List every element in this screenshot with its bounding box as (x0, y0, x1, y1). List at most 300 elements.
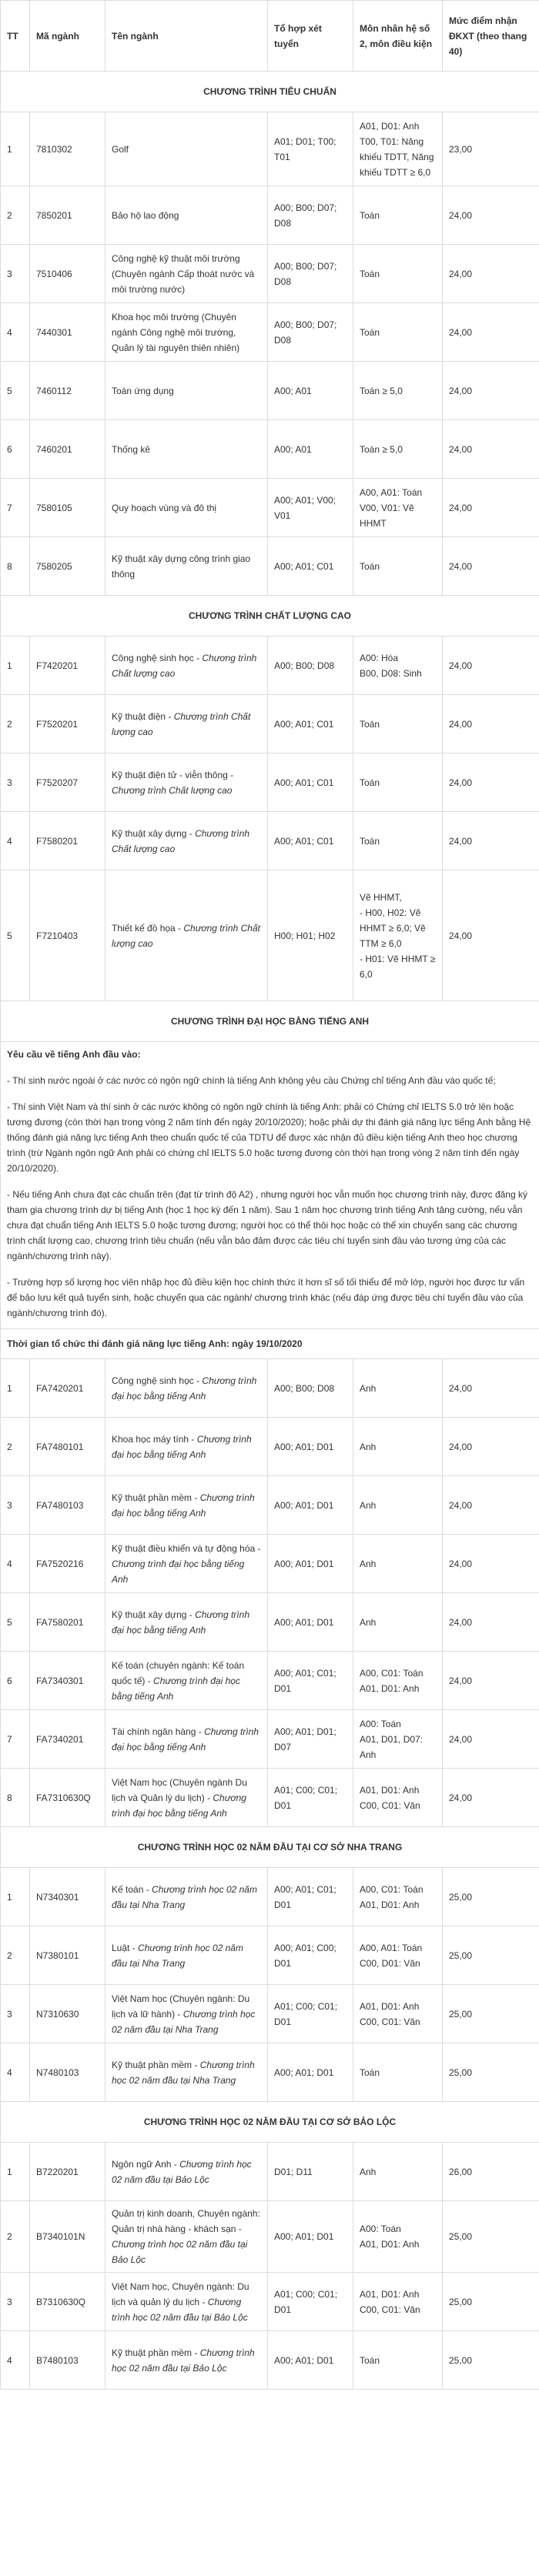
cell-mon-he-so (353, 537, 443, 596)
cell-mon-he-so (353, 1476, 443, 1535)
cell-tt: 4 (1, 2043, 30, 2102)
cell-muc-diem: 25,00 (443, 2273, 539, 2331)
subject-line: A00, C01: Toán (360, 1667, 424, 1679)
cell-muc-diem: 25,00 (443, 2043, 539, 2102)
cell-muc-diem: 23,00 (443, 112, 539, 186)
program-type: Chương trình Chất lượng cao (112, 652, 257, 679)
cell-to-hop: A01; D01; T00; T01 (268, 112, 353, 186)
program-type: Chương trình đại học bằng tiếng Anh (112, 1492, 255, 1519)
cell-mon-he-so (353, 1868, 443, 1926)
cell-tt: 2 (1, 1418, 30, 1476)
subject-line: C00, C01: Văn (360, 2304, 420, 2315)
cell-ma-nganh: F7520201 (30, 695, 105, 753)
cell-tt: 4 (1, 812, 30, 870)
table-row (1, 1926, 539, 1985)
cell-mon-he-so (353, 695, 443, 753)
program-type: Chương trình Chất lượng cao (112, 784, 233, 796)
cell-ma-nganh: FA7480101 (30, 1418, 105, 1476)
cell-ten-nganh (105, 695, 268, 753)
cell-to-hop: H00; H01; H02 (268, 870, 353, 1001)
cell-ma-nganh: 7510406 (30, 245, 105, 303)
subject-line: A01, D01: Anh (360, 1784, 420, 1796)
table-row (1, 479, 539, 537)
program-name: Bảo hộ lao động (112, 209, 179, 221)
subject-line: A00: Toán (360, 2224, 401, 2234)
cell-muc-diem: 24,00 (443, 1476, 539, 1535)
cell-muc-diem: 24,00 (443, 636, 539, 695)
section-title: CHƯƠNG TRÌNH TIÊU CHUẨN (1, 72, 539, 112)
cell-ma-nganh: F7520207 (30, 753, 105, 812)
subject-line: Toán (360, 326, 380, 338)
cell-muc-diem: 24,00 (443, 1535, 539, 1593)
subject-line: Anh (360, 1616, 377, 1628)
notes-paragraph: - Thí sinh nước ngoài ở các nước có ngôn ngữ chính là tiếng Anh không yêu cầu Chứng chỉ tiếng Anh đầu vào quốc tế; (7, 1075, 496, 1086)
cell-tt: 5 (1, 870, 30, 1001)
subject-line: A01, D01: Anh (360, 2000, 420, 2012)
cell-ma-nganh: 7850201 (30, 186, 105, 245)
cell-ten-nganh (105, 420, 268, 479)
cell-ten-nganh (105, 537, 268, 596)
cell-ten-nganh (105, 1476, 268, 1535)
table-row (1, 1652, 539, 1710)
cell-mon-he-so (353, 112, 443, 186)
program-name: Thiết kế đồ họa - (112, 922, 184, 934)
cell-ten-nganh (105, 2331, 268, 2390)
subject-line: A00, C01: Toán (360, 1883, 424, 1895)
cell-to-hop: A00; B00; D07; D08 (268, 303, 353, 362)
cell-tt: 5 (1, 1593, 30, 1652)
cell-tt: 3 (1, 245, 30, 303)
program-type: Chương trình học 02 năm đầu tại Nha Trang (112, 2008, 256, 2035)
table-row (1, 1985, 539, 2043)
notes-paragraph: - Trường hợp số lượng học viên nhập học đủ điều kiện học chính thức ít hơn sĩ số tối thiểu để mở lớp, người học được tư vấn để bảo lưu kết quả tuyển sinh, hoặc chuyển qua các ngành/ chương trình khác (nếu đáp ứng được tiêu chí tuyển đầu vào của ngành/chương trình đó). (7, 1277, 525, 1318)
cell-mon-he-so (353, 1593, 443, 1652)
program-type: Chương trình đại học bằng tiếng Anh (112, 1726, 259, 1752)
subject-line: Anh (360, 1441, 377, 1452)
program-type: Chương trình đại học bằng tiếng Anh (112, 1792, 246, 1819)
cell-ten-nganh (105, 2201, 268, 2273)
cell-muc-diem: 24,00 (443, 362, 539, 420)
cell-tt: 6 (1, 1652, 30, 1710)
cell-muc-diem: 25,00 (443, 2201, 539, 2273)
header-muc-diem: Mức điểm nhận ĐKXT (theo thang 40) (443, 1, 539, 72)
cell-mon-he-so (353, 1652, 443, 1710)
cell-mon-he-so (353, 1926, 443, 1985)
cell-muc-diem: 24,00 (443, 812, 539, 870)
program-name: Công nghệ sinh học - (112, 1375, 203, 1386)
cell-mon-he-so (353, 2273, 443, 2331)
cell-ten-nganh (105, 1652, 268, 1710)
program-name: Kế toán - (112, 1883, 152, 1895)
cell-tt: 6 (1, 420, 30, 479)
cell-ma-nganh: FA7340201 (30, 1710, 105, 1769)
header-mon-nhan-he-so: Môn nhân hệ số 2, môn điều kiện (353, 1, 443, 72)
cell-to-hop: A00; A01; D01; D07 (268, 1710, 353, 1769)
section-title: CHƯƠNG TRÌNH HỌC 02 NĂM ĐẦU TẠI CƠ SỞ BẢO LỘC (1, 2102, 539, 2143)
program-name: Kỹ thuật phần mềm - (112, 1492, 200, 1503)
cell-ma-nganh: FA7580201 (30, 1593, 105, 1652)
table-row (1, 1769, 539, 1827)
cell-muc-diem: 24,00 (443, 753, 539, 812)
cell-ten-nganh (105, 1359, 268, 1418)
cell-mon-he-so (353, 1769, 443, 1827)
table-row (1, 1535, 539, 1593)
cell-ma-nganh: 7810302 (30, 112, 105, 186)
cell-to-hop: A01; C00; C01; D01 (268, 1769, 353, 1827)
table-row (1, 2043, 539, 2102)
cell-ten-nganh (105, 812, 268, 870)
table-header-row (1, 1, 539, 72)
section-header-row (1, 1001, 539, 1042)
table-row (1, 753, 539, 812)
program-name: Kỹ thuật điện - (112, 710, 174, 722)
cell-ten-nganh (105, 2273, 268, 2331)
cell-tt: 5 (1, 362, 30, 420)
exam-date-text: Thời gian tổ chức thi đánh giá năng lực tiếng Anh: ngày 19/10/2020 (1, 1329, 539, 1359)
cell-mon-he-so (353, 753, 443, 812)
subject-line: Toán (360, 268, 380, 279)
subject-line: Toán (360, 2066, 380, 2078)
subject-line: Vẽ HHMT, (360, 891, 402, 903)
header-to-hop: Tổ hợp xét tuyển (268, 1, 353, 72)
table-row (1, 186, 539, 245)
cell-ma-nganh: B7480103 (30, 2331, 105, 2390)
cell-tt: 3 (1, 2273, 30, 2331)
program-type: Chương trình Chất lượng cao (112, 710, 251, 737)
cell-muc-diem: 24,00 (443, 1418, 539, 1476)
section-title: CHƯƠNG TRÌNH ĐẠI HỌC BẰNG TIẾNG ANH (1, 1001, 539, 1042)
table-row (1, 1710, 539, 1769)
subject-line: A01, D01: Anh (360, 120, 420, 132)
cell-muc-diem: 24,00 (443, 420, 539, 479)
cell-mon-he-so (353, 1359, 443, 1418)
cell-to-hop: A00; A01; V00; V01 (268, 479, 353, 537)
cell-to-hop: A00; A01; D01 (268, 1418, 353, 1476)
cell-ma-nganh: N7340301 (30, 1868, 105, 1926)
subject-line: Toán (360, 777, 380, 788)
cell-ma-nganh: B7310630Q (30, 2273, 105, 2331)
cell-ma-nganh: N7380101 (30, 1926, 105, 1985)
cell-to-hop: A00; A01; C01 (268, 537, 353, 596)
section-title: CHƯƠNG TRÌNH HỌC 02 NĂM ĐẦU TẠI CƠ SỞ NHA TRANG (1, 1827, 539, 1868)
cell-tt: 1 (1, 2143, 30, 2201)
cell-to-hop: A00; A01; D01 (268, 1593, 353, 1652)
program-type: Chương trình học 02 năm đầu tại Nha Trang (112, 1883, 257, 1910)
cell-to-hop: A00; A01; C00; D01 (268, 1926, 353, 1985)
subject-line: Toán (360, 209, 380, 221)
cell-muc-diem: 24,00 (443, 870, 539, 1001)
program-type: Chương trình đại học bằng tiếng Anh (112, 1375, 257, 1402)
cell-tt: 8 (1, 1769, 30, 1827)
subject-line: A01, D01: Anh (360, 2239, 420, 2250)
cell-to-hop: A00; A01; C01 (268, 812, 353, 870)
program-name: Kỹ thuật xây dựng - (112, 827, 196, 839)
cell-tt: 2 (1, 695, 30, 753)
cell-tt: 2 (1, 186, 30, 245)
cell-ten-nganh (105, 1418, 268, 1476)
cell-ten-nganh (105, 1710, 268, 1769)
program-name: Kỹ thuật phần mềm - (112, 2059, 200, 2070)
notes-paragraph: - Thí sinh Việt Nam và thí sinh ở các nước không có ngôn ngữ chính là tiếng Anh: phải có Chứng chỉ IELTS 5.0 trở lên hoặc tương đương (còn thời hạn trong vòng 2 năm tính đến ngày 20/10/2020); hoặc phải dự thi đánh giá năng lực tiếng Anh bằng Hệ thống đánh giá năng lực tiếng Anh theo chuẩn quốc tế của TDTU để được xác nhận đủ điều kiện tiếng Anh theo học chương trình (trừ Ngành ngôn ngữ Anh phải có chứng chỉ IELTS 5.0 hoặc tương đương còn thời hạn trong vòng 2 năm tính đến ngày 20/10/2020). (7, 1101, 531, 1174)
program-type: Chương trình đại học bằng tiếng Anh (112, 1609, 249, 1635)
cell-to-hop: A01; C00; C01; D01 (268, 2273, 353, 2331)
program-name: Khoa học máy tính - (112, 1433, 197, 1445)
cell-ten-nganh (105, 870, 268, 1001)
cell-mon-he-so (353, 1710, 443, 1769)
cell-ten-nganh (105, 753, 268, 812)
subject-line: B00, D08: Sinh (360, 667, 422, 679)
cell-ma-nganh: 7580205 (30, 537, 105, 596)
section-title: CHƯƠNG TRÌNH CHẤT LƯỢNG CAO (1, 596, 539, 636)
cell-ma-nganh: F7580201 (30, 812, 105, 870)
table-body (1, 72, 539, 2390)
subject-line: V00, V01: Vẽ HHMT (360, 502, 414, 529)
cell-muc-diem: 25,00 (443, 2331, 539, 2390)
table-row (1, 362, 539, 420)
english-requirements-notes (1, 1042, 539, 1329)
subject-line: C00, D01: Văn (360, 1957, 420, 1969)
section-header-row (1, 72, 539, 112)
cell-to-hop: A00; A01; C01 (268, 695, 353, 753)
subject-line: A00, A01: Toán (360, 1942, 423, 1953)
cell-muc-diem: 24,00 (443, 1769, 539, 1827)
cell-ten-nganh (105, 303, 268, 362)
table-row (1, 1359, 539, 1418)
cell-ma-nganh: 7460112 (30, 362, 105, 420)
cell-ma-nganh: B7220201 (30, 2143, 105, 2201)
subject-line: - H01: Vẽ HHMT ≥ 6,0 (360, 953, 436, 980)
cell-tt: 1 (1, 1868, 30, 1926)
cell-mon-he-so (353, 362, 443, 420)
program-name: Kỹ thuật phần mềm - (112, 2347, 200, 2358)
program-name: Công nghệ sinh học - (112, 652, 203, 663)
cell-to-hop: A00; A01 (268, 420, 353, 479)
program-name: Ngôn ngữ Anh - (112, 2158, 180, 2170)
program-type: Chương trình đại học bằng tiếng Anh (112, 1433, 252, 1460)
cell-tt: 8 (1, 537, 30, 596)
table-row (1, 2273, 539, 2331)
table-row (1, 537, 539, 596)
cell-ten-nganh (105, 1868, 268, 1926)
cell-mon-he-so (353, 2201, 443, 2273)
cell-ten-nganh (105, 479, 268, 537)
cell-to-hop: A00; A01; D01 (268, 1535, 353, 1593)
program-name: Quản trị kinh doanh, Chuyên ngành: Quản trị nhà hàng - khách sạn - (112, 2208, 260, 2234)
cell-tt: 3 (1, 1985, 30, 2043)
cell-muc-diem: 24,00 (443, 695, 539, 753)
subject-line: A00, A01: Toán (360, 486, 423, 498)
program-name: Toán ứng dụng (112, 385, 174, 396)
cell-ten-nganh (105, 1769, 268, 1827)
table-row (1, 1418, 539, 1476)
program-name: Việt Nam học (Chuyên ngành: Du lịch và lữ hành) - (112, 1993, 250, 2020)
cell-muc-diem: 24,00 (443, 245, 539, 303)
section-header-row (1, 2102, 539, 2143)
subject-line: Anh (360, 1558, 377, 1569)
cell-ten-nganh (105, 1593, 268, 1652)
cell-tt: 3 (1, 1476, 30, 1535)
cell-to-hop: A00; A01; C01; D01 (268, 1652, 353, 1710)
cell-ma-nganh: FA7480103 (30, 1476, 105, 1535)
cell-to-hop: A00; A01 (268, 362, 353, 420)
cell-tt: 4 (1, 2331, 30, 2390)
cell-ten-nganh (105, 2143, 268, 2201)
cell-ma-nganh: FA7520216 (30, 1535, 105, 1593)
cell-tt: 7 (1, 479, 30, 537)
table-row (1, 1476, 539, 1535)
program-name: Kỹ thuật điện tử - viễn thông - (112, 769, 234, 780)
program-type: Chương trình học 02 năm đầu tại Nha Trang (112, 1942, 243, 1969)
program-type: Chương trình học 02 năm đầu tại Bảo Lộc (112, 2296, 248, 2323)
cell-muc-diem: 24,00 (443, 303, 539, 362)
table-row (1, 636, 539, 695)
program-type: Chương trình học 02 năm đầu tại Bảo Lộc (112, 2347, 255, 2374)
subject-line: C00, C01: Văn (360, 1799, 420, 1811)
header-ten-nganh: Tên ngành (105, 1, 268, 72)
cell-ten-nganh (105, 636, 268, 695)
cell-ma-nganh: F7210403 (30, 870, 105, 1001)
cell-mon-he-so (353, 2143, 443, 2201)
cell-ten-nganh (105, 1985, 268, 2043)
notes-paragraph: - Nếu tiếng Anh chưa đạt các chuẩn trên (đạt từ trình độ A2) , nhưng người học vẫn muốn học chương trình này, được đăng ký tham gia chương trình dự bị tiếng Anh (học 1 học kỳ đến 1 năm). Sau 1 năm học chương trình tiếng Anh tăng cường, nếu vẫn chưa đạt chuẩn tiếng Anh IELTS 5.0 hoặc tương đương; người học có thể thôi học hoặc có thể xin chuyển sang các chương trình chất lượng cao, chương trình tiêu chuẩn (nếu vẫn bảo đảm được các tiêu chí tuyển sinh đầu vào tương ứng của các ngành/chương trình này). (7, 1189, 527, 1261)
program-type: Chương trình học 02 năm đầu tại Nha Trang (112, 2059, 255, 2086)
cell-tt: 1 (1, 112, 30, 186)
cell-to-hop: A00; A01; D01 (268, 2201, 353, 2273)
cell-ma-nganh: N7310630 (30, 1985, 105, 2043)
cell-ma-nganh: 7440301 (30, 303, 105, 362)
program-name: Công nghệ kỹ thuật môi trường (Chuyên ngành Cấp thoát nước và môi trường nước) (112, 252, 255, 295)
cell-tt: 4 (1, 303, 30, 362)
cell-muc-diem: 24,00 (443, 479, 539, 537)
program-name: Việt Nam học, Chuyên ngành: Du lịch và quản lý du lịch - (112, 2280, 249, 2307)
subject-line: Anh (360, 2166, 377, 2177)
cell-tt: 3 (1, 753, 30, 812)
cell-mon-he-so (353, 303, 443, 362)
table-row (1, 420, 539, 479)
cell-mon-he-so (353, 420, 443, 479)
table-row (1, 112, 539, 186)
cell-to-hop: A00; B00; D08 (268, 636, 353, 695)
cell-tt: 1 (1, 636, 30, 695)
cell-mon-he-so (353, 812, 443, 870)
cell-to-hop: A01; C00; C01; D01 (268, 1985, 353, 2043)
subject-line: T00, T01: Năng khiếu TDTT, Năng khiếu TDTT ≥ 6,0 (360, 135, 434, 178)
notes-row (1, 1042, 539, 1329)
cell-muc-diem: 25,00 (443, 1926, 539, 1985)
cell-tt: 7 (1, 1710, 30, 1769)
cell-ma-nganh: 7460201 (30, 420, 105, 479)
cell-mon-he-so (353, 870, 443, 1001)
program-name: Kế toán (chuyên ngành: Kế toán quốc tế) - (112, 1659, 245, 1686)
cell-ten-nganh (105, 186, 268, 245)
program-type: Chương trình đại học bằng tiếng Anh (112, 1675, 240, 1702)
subject-line: C00, C01: Văn (360, 2016, 420, 2027)
cell-muc-diem: 24,00 (443, 1652, 539, 1710)
cell-tt: 1 (1, 1359, 30, 1418)
table-row (1, 870, 539, 1001)
cell-to-hop: A00; A01; C01 (268, 753, 353, 812)
program-name: Kỹ thuật xây dựng - (112, 1609, 196, 1620)
program-type: Chương trình Chất lượng cao (112, 827, 249, 854)
cell-to-hop: A00; A01; C01; D01 (268, 1868, 353, 1926)
cell-ma-nganh: FA7340301 (30, 1652, 105, 1710)
table-row (1, 695, 539, 753)
cell-mon-he-so (353, 2331, 443, 2390)
cell-to-hop: D01; D11 (268, 2143, 353, 2201)
cell-ma-nganh: B7340101N (30, 2201, 105, 2273)
cell-tt: 4 (1, 1535, 30, 1593)
program-name: Thống kê (112, 443, 151, 455)
cell-ma-nganh: FA7310630Q (30, 1769, 105, 1827)
subject-line: A00: Hóa (360, 652, 399, 663)
cell-ten-nganh (105, 1535, 268, 1593)
subject-line: Anh (360, 1382, 377, 1394)
program-name: Kỹ thuật xây dựng công trình giao thông (112, 553, 251, 580)
cell-ten-nganh (105, 245, 268, 303)
cell-muc-diem: 26,00 (443, 2143, 539, 2201)
cell-tt: 2 (1, 1926, 30, 1985)
cell-ma-nganh: N7480103 (30, 2043, 105, 2102)
program-type: Chương trình đại học bằng tiếng Anh (112, 1558, 245, 1585)
cell-mon-he-so (353, 1985, 443, 2043)
cell-muc-diem: 24,00 (443, 537, 539, 596)
subject-line: Toán (360, 560, 380, 572)
subject-line: Toán ≥ 5,0 (360, 385, 403, 396)
cell-to-hop: A00; B00; D08 (268, 1359, 353, 1418)
table-row (1, 2143, 539, 2201)
subject-line: - H00, H02: Vẽ HHMT ≥ 6,0; Vẽ TTM ≥ 6,0 (360, 907, 426, 949)
subject-line: A00: Toán (360, 1718, 401, 1729)
notes-heading: Yêu cầu về tiếng Anh đầu vào: (7, 1049, 141, 1060)
program-type: Chương trình học 02 năm đầu tại Bảo Lộc (112, 2239, 248, 2265)
cell-mon-he-so (353, 245, 443, 303)
cell-ten-nganh (105, 1926, 268, 1985)
cell-to-hop: A00; B00; D07; D08 (268, 186, 353, 245)
section-header-row (1, 596, 539, 636)
cell-to-hop: A00; B00; D07; D08 (268, 245, 353, 303)
cell-mon-he-so (353, 1535, 443, 1593)
program-name: Luật - (112, 1942, 139, 1953)
program-name: Kỹ thuật điều khiển và tự động hóa - (112, 1542, 261, 1554)
cell-ten-nganh (105, 362, 268, 420)
subject-line: A01, D01: Anh (360, 1682, 420, 1694)
cell-ma-nganh: FA7420201 (30, 1359, 105, 1418)
subject-line: Toán ≥ 5,0 (360, 443, 403, 455)
header-ma-nganh: Mã ngành (30, 1, 105, 72)
cell-mon-he-so (353, 1418, 443, 1476)
cell-mon-he-so (353, 2043, 443, 2102)
exam-date-row (1, 1329, 539, 1359)
cell-mon-he-so (353, 186, 443, 245)
table-row (1, 812, 539, 870)
subject-line: A01, D01: Anh (360, 1899, 420, 1910)
table-row (1, 303, 539, 362)
cell-muc-diem: 24,00 (443, 1710, 539, 1769)
cell-to-hop: A00; A01; D01 (268, 2331, 353, 2390)
program-type: Chương trình học 02 năm đầu tại Bảo Lộc (112, 2158, 252, 2185)
program-name: Tài chính ngân hàng - (112, 1726, 205, 1737)
cell-ten-nganh (105, 112, 268, 186)
cell-tt: 2 (1, 2201, 30, 2273)
subject-line: Anh (360, 1499, 377, 1511)
cell-muc-diem: 25,00 (443, 1868, 539, 1926)
program-name: Golf (112, 143, 129, 155)
table-row (1, 1868, 539, 1926)
cell-to-hop: A00; A01; D01 (268, 1476, 353, 1535)
subject-line: Toán (360, 835, 380, 847)
subject-line: A01, D01, D07: Anh (360, 1733, 424, 1760)
cell-muc-diem: 24,00 (443, 1359, 539, 1418)
